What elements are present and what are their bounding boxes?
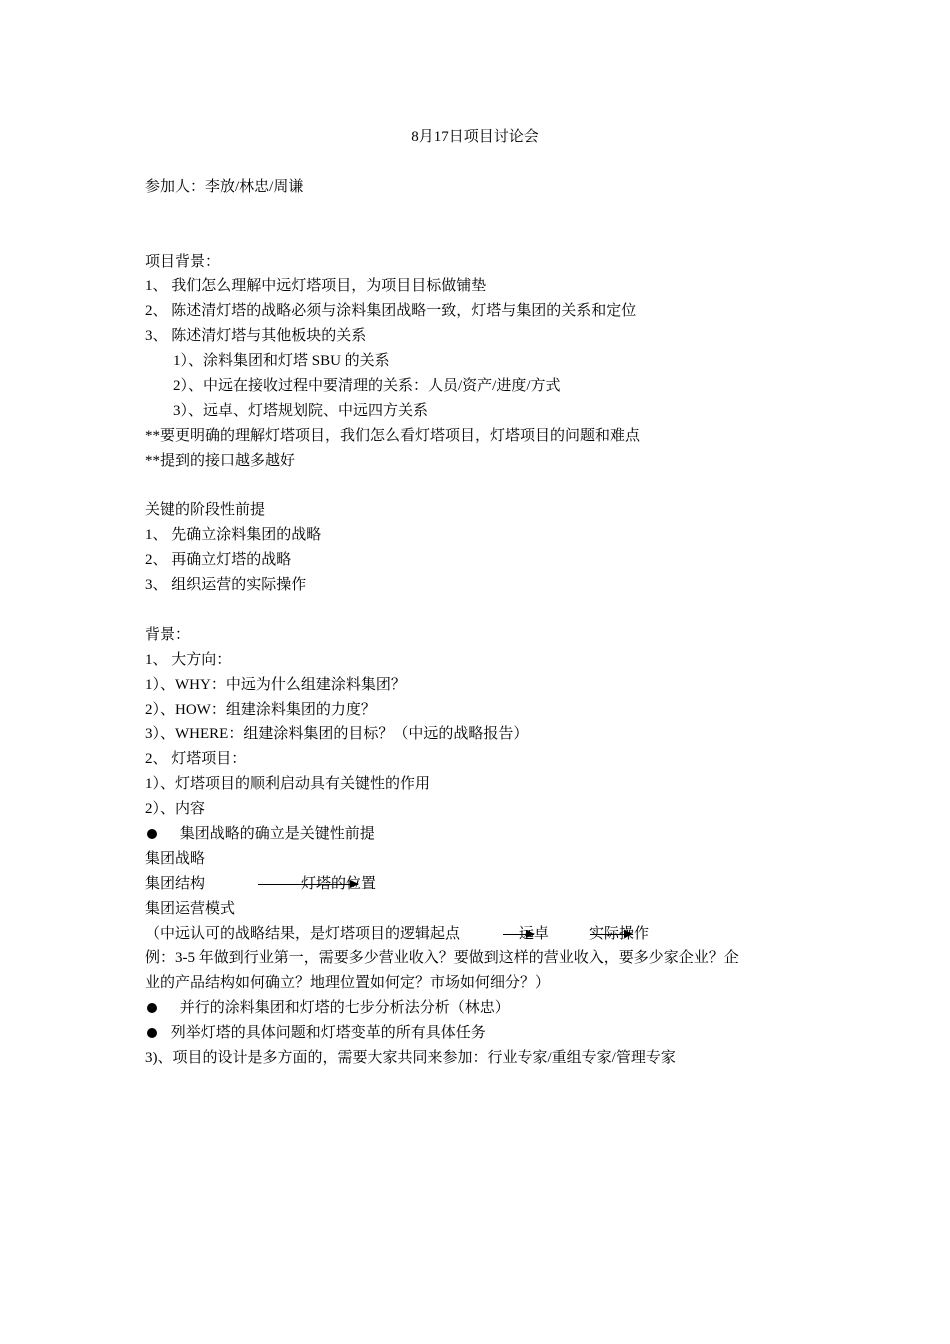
- bullet-icon: [147, 829, 157, 839]
- context-line: 2）、HOW：组建涂料集团的力度？: [145, 702, 376, 718]
- list-item: 3、 陈述清灯塔与其他板块的关系: [145, 328, 367, 344]
- list-item: 3、 组织运营的实际操作: [145, 577, 307, 593]
- context-line: 2）、内容: [145, 801, 206, 817]
- structure-label: 集团结构: [145, 876, 206, 892]
- list-item: 2、 再确立灯塔的战略: [145, 552, 292, 568]
- premise-heading: 关键的阶段性前提: [145, 502, 266, 518]
- example-line: 业的产品结构如何确立？地理位置如何定？市场如何细分？）: [145, 975, 551, 991]
- sub-item: 2）、中远在接收过程中要清理的关系：人员/资产/进度/方式: [173, 378, 561, 394]
- ops-mode-label: 集团运营模式: [145, 901, 236, 917]
- bullet-item: [145, 824, 375, 844]
- yuanzhuo-label: 远卓: [519, 926, 550, 942]
- sub-item: 3）、远卓、灯塔规划院、中远四方关系: [173, 403, 429, 419]
- context-line: 1）、WHY：中远为什么组建涂料集团？: [145, 677, 406, 693]
- final-line: 3)、项目的设计是多方面的，需要大家共同来参加：行业专家/重组专家/管理专家: [145, 1050, 676, 1066]
- page-title: 8月17日项目讨论会: [411, 129, 539, 145]
- example-line: 例：3-5 年做到行业第一，需要多少营业收入？要做到这样的营业收入，要多少家企业？企: [145, 950, 739, 966]
- practice-label: 实际操作: [589, 926, 650, 942]
- bullet-text: 列举灯塔的具体问题和灯塔变革的所有具体任务: [170, 1025, 486, 1041]
- note: **要更明确的理解灯塔项目，我们怎么看灯塔项目，灯塔项目的问题和难点: [145, 428, 641, 444]
- bullet-item: [145, 998, 510, 1018]
- sub-item: 1）、涂料集团和灯塔 SBU 的关系: [173, 353, 390, 369]
- lighthouse-position-label: 灯塔的位置: [301, 876, 377, 892]
- list-item: 2、 陈述清灯塔的战略必须与涂料集团战略一致，灯塔与集团的关系和定位: [145, 303, 637, 319]
- background-heading: 项目背景：: [145, 254, 221, 270]
- attendees: 参加人：李放/林忠/周谦: [145, 179, 304, 195]
- context-heading: 背景：: [145, 627, 191, 643]
- bullet-item: [145, 1023, 486, 1043]
- list-item: 1、 先确立涂料集团的战略: [145, 527, 322, 543]
- strategy-label: 集团战略: [145, 851, 206, 867]
- bullet-icon: [147, 1028, 157, 1038]
- context-line: 1、 大方向：: [145, 652, 232, 668]
- note: **提到的接口越多越好: [145, 453, 296, 469]
- bullet-text: 并行的涂料集团和灯塔的七步分析法分析（林忠）: [179, 1000, 510, 1016]
- bullet-icon: [147, 1003, 157, 1013]
- bullet-text: 集团战略的确立是关键性前提: [179, 826, 375, 842]
- logic-start-text: （中远认可的战略结果，是灯塔项目的逻辑起点: [145, 926, 461, 942]
- list-item: 1、 我们怎么理解中远灯塔项目，为项目目标做铺垫: [145, 278, 487, 294]
- context-line: 2、 灯塔项目：: [145, 751, 247, 767]
- context-line: 3）、WHERE：组建涂料集团的目标？（中远的战略报告）: [145, 726, 529, 742]
- context-line: 1）、灯塔项目的顺利启动具有关键性的作用: [145, 776, 431, 792]
